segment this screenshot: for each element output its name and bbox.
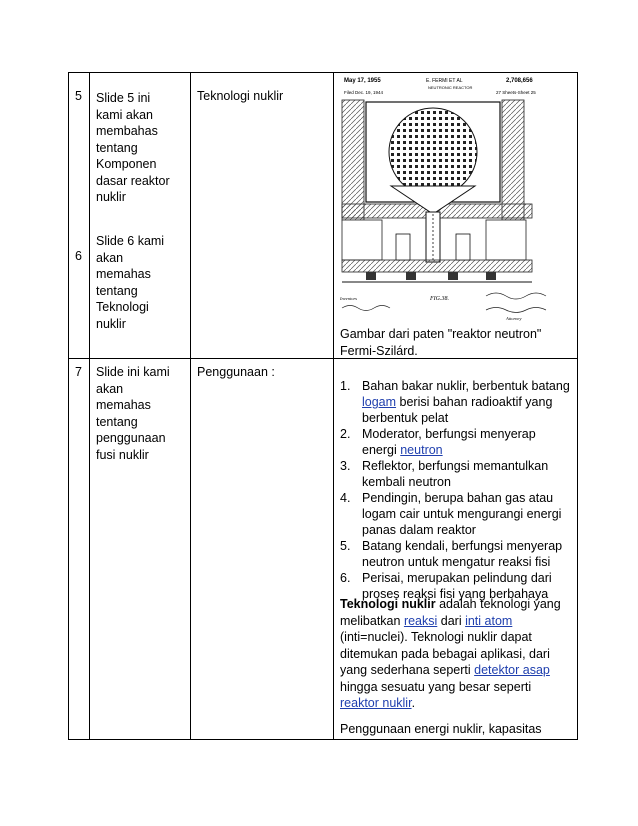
- column-divider-2: [190, 72, 191, 740]
- list-item: 1. Bahan bakar nuklir, berbentuk batang logam berisi bahan radioaktif yang berbentuk pelat: [340, 379, 570, 425]
- patent-figure-label: FIG.38.: [430, 296, 449, 302]
- list-item: 3. Reflektor, berfungsi memantulkan kembali neutron: [340, 459, 549, 489]
- row-number-6: 6: [75, 249, 82, 263]
- usage-paragraph-start: Penggunaan energi nuklir, kapasitas: [340, 722, 542, 736]
- column-divider-3: [333, 72, 334, 740]
- link-inti-atom[interactable]: inti atom: [465, 613, 513, 628]
- column-divider-1: [89, 72, 90, 740]
- topic-penggunaan: Penggunaan :: [197, 365, 275, 379]
- patent-caption: Gambar dari paten "reaktor neutron" Fermi-Szilárd.: [340, 327, 542, 358]
- link-logam[interactable]: logam: [362, 395, 397, 409]
- link-reaktor-nuklir[interactable]: reaktor nuklir: [340, 696, 412, 710]
- patent-date: May 17, 1955: [344, 78, 381, 84]
- patent-filed: Filed Dec. 19, 1944: [344, 90, 384, 95]
- patent-subtitle: NEUTRONIC REACTOR: [428, 85, 473, 90]
- patent-number: 2,708,656: [506, 78, 533, 84]
- topic-teknologi-nuklir: Teknologi nuklir: [197, 89, 284, 103]
- row-number-7: 7: [75, 365, 82, 379]
- link-reaksi[interactable]: reaksi: [403, 613, 438, 628]
- slide-5-description: Slide 5 ini kami akan membahas tentang Komponen dasar reaktor nuklir: [96, 91, 170, 204]
- slide-7-description: Slide ini kami akan memahas tentang penggunaan fusi nuklir: [96, 365, 170, 462]
- svg-text:Attorney: Attorney: [506, 316, 522, 321]
- patent-sheets: 27 Sheets-Sheet 25: [496, 90, 536, 95]
- patent-inventor: E. FERMI ET AL: [426, 78, 463, 84]
- link-detektor-asap[interactable]: detektor asap: [474, 663, 550, 677]
- slide-6-description: Slide 6 kami akan memahas tentang Teknologi nuklir: [96, 234, 165, 331]
- list-item: 5. Batang kendali, berfungsi menyerap neutron untuk mengatur reaksi fisi: [340, 539, 563, 569]
- list-item: 4. Pendingin, berupa bahan gas atau logam cair untuk mengurangi energi panas dalam reaktor: [340, 491, 562, 537]
- list-item: 6. Perisai, merupakan pelindung dari proses reaksi fisi yang berbahaya: [340, 571, 552, 601]
- patent-drawing-image: [336, 74, 568, 336]
- reactor-components-list: [340, 378, 572, 602]
- svg-text:Inventors: Inventors: [340, 296, 357, 301]
- link-neutron[interactable]: neutron: [400, 443, 443, 457]
- row-number-5: 5: [75, 89, 82, 103]
- list-item: 2. Moderator, berfungsi menyerap energi neutron: [340, 427, 536, 457]
- definition-paragraph: Teknologi nuklir adalah teknologi yang melibatkan reaksi dari inti atom (inti=nuclei). Teknologi nuklir dapat ditemukan pada bebagai aplikasi, dari yang sederhana seperti detektor asap hingga sesuatu yang besar seperti reaktor nuklir.: [340, 597, 561, 710]
